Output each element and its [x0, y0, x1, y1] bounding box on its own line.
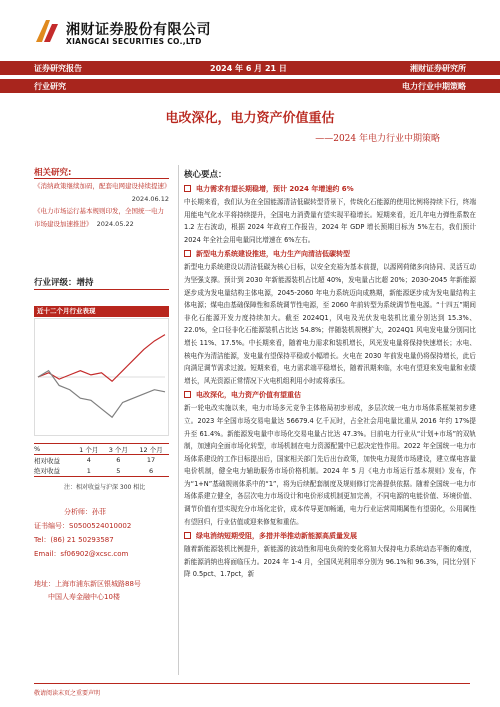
section-heading-text: 新型电力系统建设推进，电力生产向清洁低碳转型 — [196, 250, 350, 259]
table-row — [34, 455, 169, 466]
checkbox-square-icon — [184, 250, 191, 257]
related-research-heading: 相关研究: — [34, 168, 72, 178]
company-logo-icon — [34, 18, 60, 44]
main-content — [184, 168, 476, 583]
section-heading — [184, 531, 476, 541]
address-line: 中国人寿金融中心10楼 — [48, 593, 120, 601]
industry-performance-chart — [34, 318, 169, 436]
section-body: 新型电力系统建设以清洁低碳为核心目标，以安全充裕为基本前提，以源网荷储多向协同、灵活互动为坚强支撑。预计到 2030 年新能源装机占比超 40%，发电量占比超 20%；2030-2045 年新能源逐步成为发电量结构主体电源，2045-2060 年电力系统迈向成熟期，新能源逐步成为发电量结构主体电源；煤电由基础保障性和系统调节性电源，至 2060 年前转型为系统调节性电源。“十四五”期间非化石能源开发力度持续加大。截至 2024Q1，风电及光伏发电装机比重分别达到 15.3%、22.0%，全口径非化石能源装机占比达 54.8%；伴随装机规模扩大，2024Q1 风电发电量分别同比增长 11%、17.5%。中长期来看，随着电力需求和装机增长，风光发电量将保持快速增长；水电、核电作为清洁能源，发电量有望保持平稳或小幅增长。火电在 2030 年前发电量仍将保持增长，此后向满足调节需求过渡。短期来看，电力需求端平稳增长，随着汛期来临，水电有望迎来发电量和业绩增长，风光资源正常情况下火电机组利用小时或将承压。 — [184, 263, 476, 385]
section-heading-text: 电力需求有望长期稳增，预计 2024 年增速约 6% — [196, 185, 354, 193]
table-header-cell: 1 个月 — [74, 444, 104, 455]
institute-name: 湘财证券研究所 — [410, 64, 466, 73]
footer-divider — [34, 683, 470, 684]
company-name-cn: 湘财证券股份有限公司 — [66, 22, 211, 38]
section-body: 随着新能源装机比例提升，新能源的波动性和用电负荷的变化将加大保持电力系统动态平衡的难度，新能源消纳也将面临压力。2024 年 1-4 月，全国风光利用率分别为 96.1%和 96.3%，同比分别下降 0.5pct、1.7pct，新 — [184, 545, 476, 579]
column-divider — [178, 165, 179, 675]
table-cell: 6 — [133, 466, 169, 477]
section-body: 新一轮电改实施以来，电力市场多元竞争主体格局初步形成，多层次统一电力市场体系框架初步建立。2023 年全国市场交易电量达 56679.4 亿千瓦时，占全社会用电量比重从 2016 年约 17%提升至 61.4%。新能源发电量中市场化交易电量占比达 47.3%。目前电力行业从“计划+市场”的双轨制，加速向全面市场化转型，市场机制在电力资源配置中已起决定性作用。2022 年全国统一电力市场体系建设的工作目标提出后，国家相关部门先后出台政策，加快电力现货市场建设，建立煤电容量电价机制，健全电力辅助服务市场价格机制。2024 年 5 月《电力市场运行基本规则》发布，作为“1+N”基础规则体系中的“1”，将为后续配套制度及规则修订完善提供依据。随着全国统一电力市场体系建立健全，各层次电力市场设计和电价形成机制更加完善，不同电源的电能价值、环境价值、调节价值有望实现充分市场化定价，成本传导更加畅通，电力行业运营周期属性有望弱化，公用属性有望回归，行业估值或迎来修复和重估。 — [184, 404, 476, 526]
row-label: 相对收益 — [34, 456, 60, 465]
section-heading — [184, 184, 476, 194]
table-row — [34, 466, 169, 477]
report-date: 2024 年 6 月 21 日 — [210, 64, 287, 73]
related-item-title: 《消纳政策继续加码，配套电网建设持续提速》 — [34, 182, 171, 190]
row-label: 绝对收益 — [34, 466, 74, 477]
section-heading — [184, 249, 476, 259]
company-name-en: XIANGCAI SECURITIES CO.,LTD — [66, 37, 202, 46]
section-heading-text: 电改深化，电力资产价值有望重估 — [196, 391, 301, 400]
section-heading-text: 绿电消纳短期受阻，多措并举推动新能源高质量发展 — [196, 532, 357, 541]
checkbox-square-icon — [184, 185, 191, 192]
table-cell: 6 — [116, 456, 121, 465]
certificate-number: 证书编号：S0500524010002 — [34, 522, 132, 530]
chart-heading: 近十二个月行业表现 — [34, 306, 169, 317]
series-line-0 — [38, 335, 165, 382]
checkbox-square-icon — [184, 391, 191, 398]
related-item[interactable] — [34, 180, 169, 205]
header-band-bottom — [0, 79, 500, 93]
table-cell: 17 — [146, 456, 156, 465]
report-title: 电改深化，电力资产价值重估 — [165, 111, 335, 126]
performance-table — [34, 443, 169, 477]
telephone: Tel：(86) 21 50293587 — [34, 536, 114, 544]
report-series: 电力行业中期策略 — [402, 82, 466, 91]
analyst-name: 分析师：孙菲 — [64, 508, 106, 516]
related-research-list — [34, 180, 169, 230]
related-item-date: 2024.06.12 — [131, 194, 169, 203]
research-category: 行业研究 — [34, 82, 66, 91]
divider — [34, 289, 169, 290]
section-body: 中长期来看，我们认为在全国能源清洁低碳转型背景下，传统化石能源的使用比例将持续下行，终端用能电气化水平将持续提升，全国电力消费量有望实现平稳增长。短期来看，近几年电力弹性系数在 1.2 左右波动，根据 2024 年政府工作报告，2024 年 GDP 增长预期目标为 5%左右，我们预计 2024 年全社会用电量同比增速在 6%左右。 — [184, 198, 476, 244]
table-header-cell: 3 个月 — [104, 444, 134, 455]
analyst-contacts — [34, 505, 131, 561]
address-line: 地址：上海市浦东新区银城路88号 — [34, 580, 141, 588]
key-points-heading: 核心要点： — [184, 170, 227, 180]
table-cell: 1 — [74, 466, 104, 477]
email[interactable]: Email：sf06902@xcsc.com — [34, 550, 129, 558]
address — [34, 578, 184, 604]
table-header-cell: 12 个月 — [133, 444, 169, 455]
table-note: 注：相对收益与沪深 300 相比 — [64, 484, 146, 491]
report-subtitle: ——2024 年电力行业中期策略 — [315, 134, 440, 144]
divider — [34, 178, 169, 179]
footer-disclaimer: 敬请阅读末页之重要声明 — [34, 690, 101, 697]
industry-rating: 行业评级：增持 — [34, 278, 94, 288]
table-cell: 4 — [86, 456, 91, 465]
section-heading — [184, 390, 476, 400]
related-item[interactable] — [34, 205, 169, 230]
table-header-cell: % — [34, 444, 74, 455]
table-cell: 5 — [104, 466, 134, 477]
related-item-title: 《电力市场运行基本规则印发，全国统一电力市场建设加速推进》 — [34, 207, 164, 228]
checkbox-square-icon — [184, 532, 191, 539]
header-band-top — [0, 61, 500, 75]
report-type: 证券研究报告 — [34, 64, 82, 73]
related-item-date: 2024.05.22 — [96, 219, 134, 228]
table-header-row — [34, 444, 169, 455]
